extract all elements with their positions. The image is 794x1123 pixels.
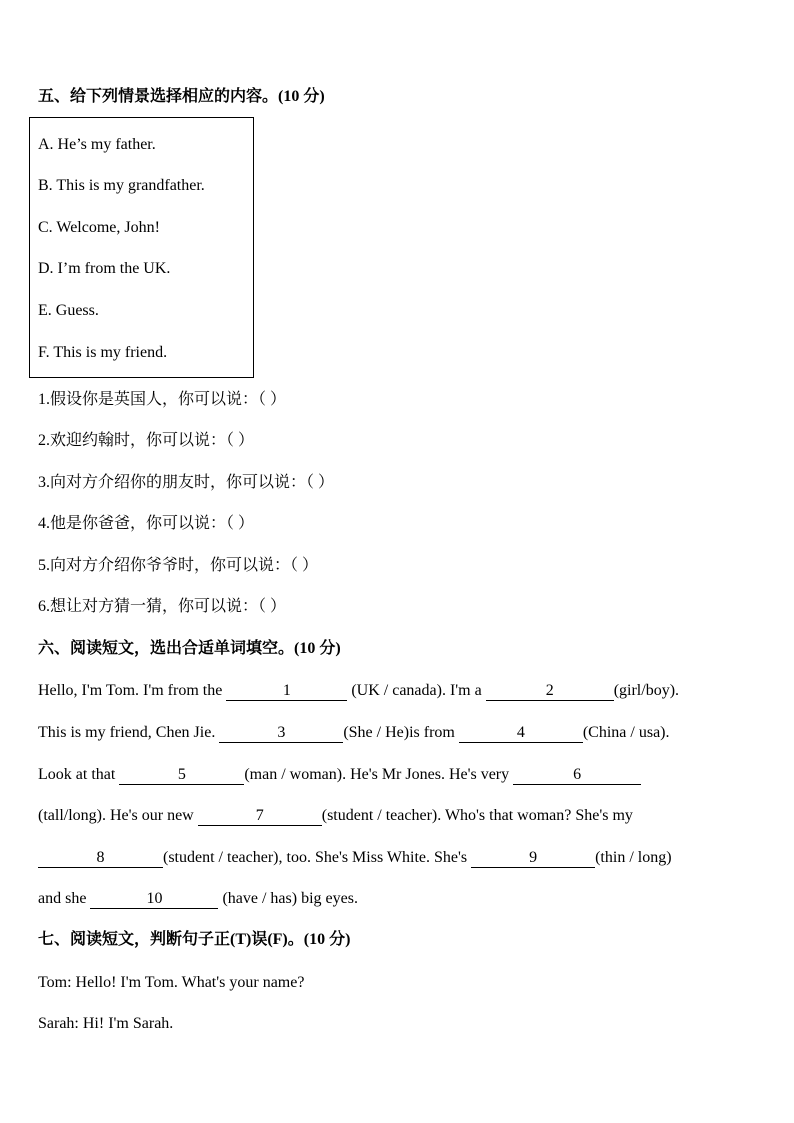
- option-e: E. Guess.: [38, 302, 99, 319]
- passage-text: (China / usa).: [582, 724, 670, 741]
- option-b: B. This is my grandfather.: [38, 177, 205, 194]
- passage-text: (UK / canada). I'm a: [347, 682, 486, 699]
- dialogue-line-2: Sarah: Hi! I'm Sarah.: [38, 1015, 174, 1032]
- option-c: C. Welcome, John!: [38, 219, 160, 236]
- passage-text: (thin / long): [595, 849, 672, 866]
- blank-2[interactable]: 2: [486, 682, 614, 701]
- passage-line-4: [38, 806, 633, 826]
- question-5: 5.向对方介绍你爷爷时，你可以说：（ ）: [38, 557, 319, 574]
- question-6: 6.想让对方猜一猜，你可以说：（ ）: [38, 598, 287, 615]
- passage-text: (student / teacher), too. She's Miss White. She's: [163, 849, 472, 866]
- blank-4[interactable]: 4: [459, 724, 583, 743]
- passage-text: (tall/long). He's our new: [38, 807, 198, 824]
- question-3: 3.向对方介绍你的朋友时，你可以说：（ ）: [38, 474, 335, 491]
- blank-5[interactable]: 5: [119, 766, 244, 785]
- passage-line-3: [38, 765, 641, 785]
- blank-7[interactable]: 7: [198, 807, 322, 826]
- question-4: 4.他是你爸爸，你可以说：（ ）: [38, 515, 255, 532]
- passage-text: Look at that: [38, 766, 120, 783]
- blank-6[interactable]: 6: [513, 766, 641, 785]
- passage-text: (She / He)is from: [343, 724, 459, 741]
- blank-9[interactable]: 9: [471, 849, 595, 868]
- blank-3[interactable]: 3: [219, 724, 343, 743]
- options-box: [29, 117, 254, 378]
- passage-line-2: [38, 723, 670, 743]
- section-6-heading: 六、阅读短文，选出合适单词填空。(10 分): [38, 640, 341, 657]
- passage-text: and she: [38, 890, 91, 907]
- passage-line-5: [38, 848, 672, 868]
- blank-8[interactable]: 8: [38, 849, 163, 868]
- question-2: 2.欢迎约翰时，你可以说：（ ）: [38, 432, 255, 449]
- question-1: 1.假设你是英国人，你可以说：（ ）: [38, 391, 287, 408]
- option-f: F. This is my friend.: [38, 344, 168, 361]
- dialogue-line-1: Tom: Hello! I'm Tom. What's your name?: [38, 974, 305, 991]
- passage-text: (girl/boy).: [613, 682, 680, 699]
- option-a: A. He’s my father.: [38, 136, 156, 153]
- option-d: D. I’m from the UK.: [38, 260, 171, 277]
- blank-10[interactable]: 10: [90, 890, 218, 909]
- passage-text: (have / has) big eyes.: [218, 890, 358, 907]
- passage-text: Hello, I'm Tom. I'm from the: [38, 682, 227, 699]
- passage-text: This is my friend, Chen Jie.: [38, 724, 220, 741]
- blank-1[interactable]: 1: [226, 682, 347, 701]
- passage-line-6: [38, 889, 358, 909]
- passage-text: (man / woman). He's Mr Jones. He's very: [244, 766, 514, 783]
- section-5-heading: 五、给下列情景选择相应的内容。(10 分): [38, 88, 325, 105]
- passage-line-1: [38, 681, 679, 701]
- section-7-heading: 七、阅读短文，判断句子正(T)误(F)。(10 分): [38, 931, 351, 948]
- passage-text: (student / teacher). Who's that woman? She's my: [321, 807, 633, 824]
